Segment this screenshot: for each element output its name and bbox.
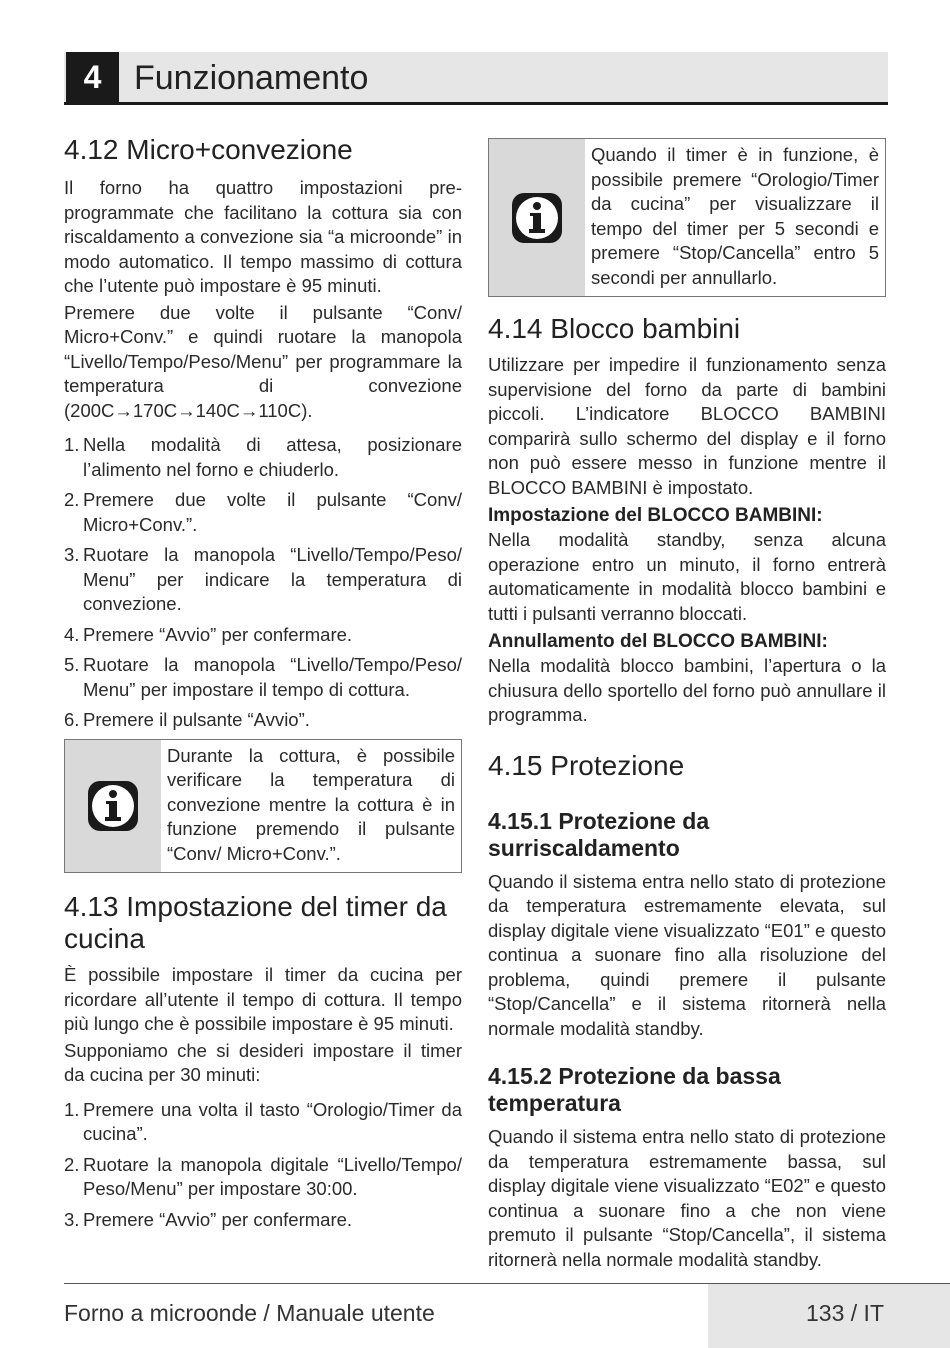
list-item: [64, 433, 462, 482]
paragraph: Quando il sistema entra nello stato di protezione da temperatura estremamente elevata, sul display digitale viene visualizzato “E01” e questo continua a suonare fino alla risoluzione del problema, quindi premere il pulsante “Stop/Cancella” e il sistema ritornerà nella normale modalità standby.: [488, 870, 886, 1039]
left-column: [64, 130, 462, 1238]
info-note: [64, 739, 462, 874]
step-text: Premere “Avvio” per confermare.: [83, 1208, 353, 1230]
subsection-heading-4-15-2: 4.15.2 Protezione da bassa temperatura: [488, 1063, 781, 1116]
step-number: 1.: [64, 1098, 80, 1120]
list-item: [64, 623, 462, 648]
paragraph: Premere due volte il pulsante “Conv/ Micro+Conv.” e quindi ruotare la manopola “Livello/Tempo/Peso/Menu” per programmare la temperatura di convezione (200C→170C→140C→110C).: [64, 301, 462, 421]
step-text: Ruotare la manopola “Livello/Tempo/Peso/ Menu” per indicare la temperatura di convezione.: [83, 544, 462, 614]
step-text: Ruotare la manopola “Livello/Tempo/Peso/ Menu” per impostare il tempo di cottura.: [83, 654, 462, 700]
footer-page-number: 133 / IT: [806, 1300, 884, 1326]
list-item: [64, 1098, 462, 1147]
step-text: Ruotare la manopola digitale “Livello/Tempo/ Peso/Menu” per impostare 30:00.: [83, 1153, 462, 1199]
step-text: Premere “Avvio” per confermare.: [83, 623, 353, 645]
paragraph: Il forno ha quattro impostazioni pre-programmate che facilitano la cottura sia con riscaldamento a convezione sia “a microonde” in modo automatico. Il tempo massimo di cottura che l’utente può impostare è 95 minuti.: [64, 177, 462, 296]
note-text: Quando il timer è in funzione, è possibile premere “Orologio/Timer da cucina” per visualizzare il tempo del timer per 5 secondi e premere “Stop/Cancella” entro 5 secondi per annullarlo.: [591, 144, 879, 288]
step-text: Premere il pulsante “Avvio”.: [83, 709, 310, 730]
step-number: 1.: [64, 434, 80, 455]
right-column: [488, 138, 886, 1272]
paragraph: Supponiamo che si desideri impostare il timer da cucina per 30 minuti:: [64, 1039, 462, 1085]
steps-list: [64, 433, 462, 733]
list-item: [64, 488, 462, 537]
step-number: 3.: [64, 1208, 80, 1230]
section-heading-4-14: 4.14 Blocco bambini: [488, 313, 741, 344]
subheading: Impostazione del BLOCCO BAMBINI:: [488, 505, 823, 526]
list-item: [64, 708, 462, 733]
note-icon-cell: [489, 139, 585, 296]
steps-list: [64, 1098, 462, 1233]
list-item: [64, 543, 462, 617]
step-text: Nella modalità di attesa, posizionare l’alimento nel forno e chiuderlo.: [83, 434, 462, 480]
paragraph: Utilizzare per impedire il funzionamento senza supervisione del forno da parte di bambini piccoli. L’indicatore BLOCCO BAMBINI comparirà sullo schermo del display e il forno non può essere messo in funzione mentre il BLOCCO BAMBINI è impostato.: [488, 354, 886, 498]
paragraph: Nella modalità standby, senza alcuna operazione entro un minuto, il forno entrerà automaticamente in modalità blocco bambini e tutti i pulsanti verranno bloccati.: [488, 529, 886, 624]
step-number: 2.: [64, 489, 80, 510]
info-icon: [86, 779, 140, 833]
note-icon-cell: [65, 740, 161, 873]
footer-document-title: Forno a microonde / Manuale utente: [64, 1300, 435, 1326]
step-number: 2.: [64, 1153, 80, 1175]
step-number: 3.: [64, 544, 80, 565]
step-number: 5.: [64, 654, 80, 675]
subsection-heading-4-15-1: 4.15.1 Protezione da surriscaldamento: [488, 807, 710, 861]
section-heading-4-15: 4.15 Protezione: [488, 749, 685, 781]
list-item: [64, 1208, 462, 1233]
header-rule: [64, 102, 888, 105]
info-note: [488, 138, 886, 297]
step-text: Premere una volta il tasto “Orologio/Timer da cucina”.: [83, 1098, 462, 1144]
section-heading-4-12: 4.12 Micro+convezione: [64, 134, 353, 165]
note-text: Durante la cottura, è possibile verificare la temperatura di convezione mentre la cottura è in funzione premendo il pulsante “Conv/ Micro+Conv.”.: [167, 744, 455, 864]
list-item: [64, 1153, 462, 1202]
step-number: 4.: [64, 623, 80, 645]
chapter-title: Funzionamento: [134, 59, 369, 97]
step-number: 6.: [64, 709, 80, 730]
paragraph: È possibile impostare il timer da cucina per ricordare all’utente il tempo di cottura. Il tempo più lungo che è possibile impostare è 95 minuti.: [64, 964, 462, 1034]
info-icon: [510, 191, 564, 245]
section-heading-4-13: 4.13 Impostazione del timer da cucina: [64, 891, 447, 954]
paragraph: Nella modalità blocco bambini, l’apertura o la chiusura dello sportello del forno può annullare il programma.: [488, 655, 886, 725]
step-text: Premere due volte il pulsante “Conv/ Micro+Conv.”.: [83, 489, 462, 535]
list-item: [64, 653, 462, 702]
chapter-number: 4: [66, 52, 119, 102]
subheading: Annullamento del BLOCCO BAMBINI:: [488, 631, 828, 652]
paragraph: Quando il sistema entra nello stato di protezione da temperatura estremamente bassa, sul display digitale viene visualizzato “E02” e questo continua a suonare fino a che non viene premuto il pulsante “Stop/Cancella”, il sistema ritornerà nella normale modalità standby.: [488, 1126, 886, 1270]
